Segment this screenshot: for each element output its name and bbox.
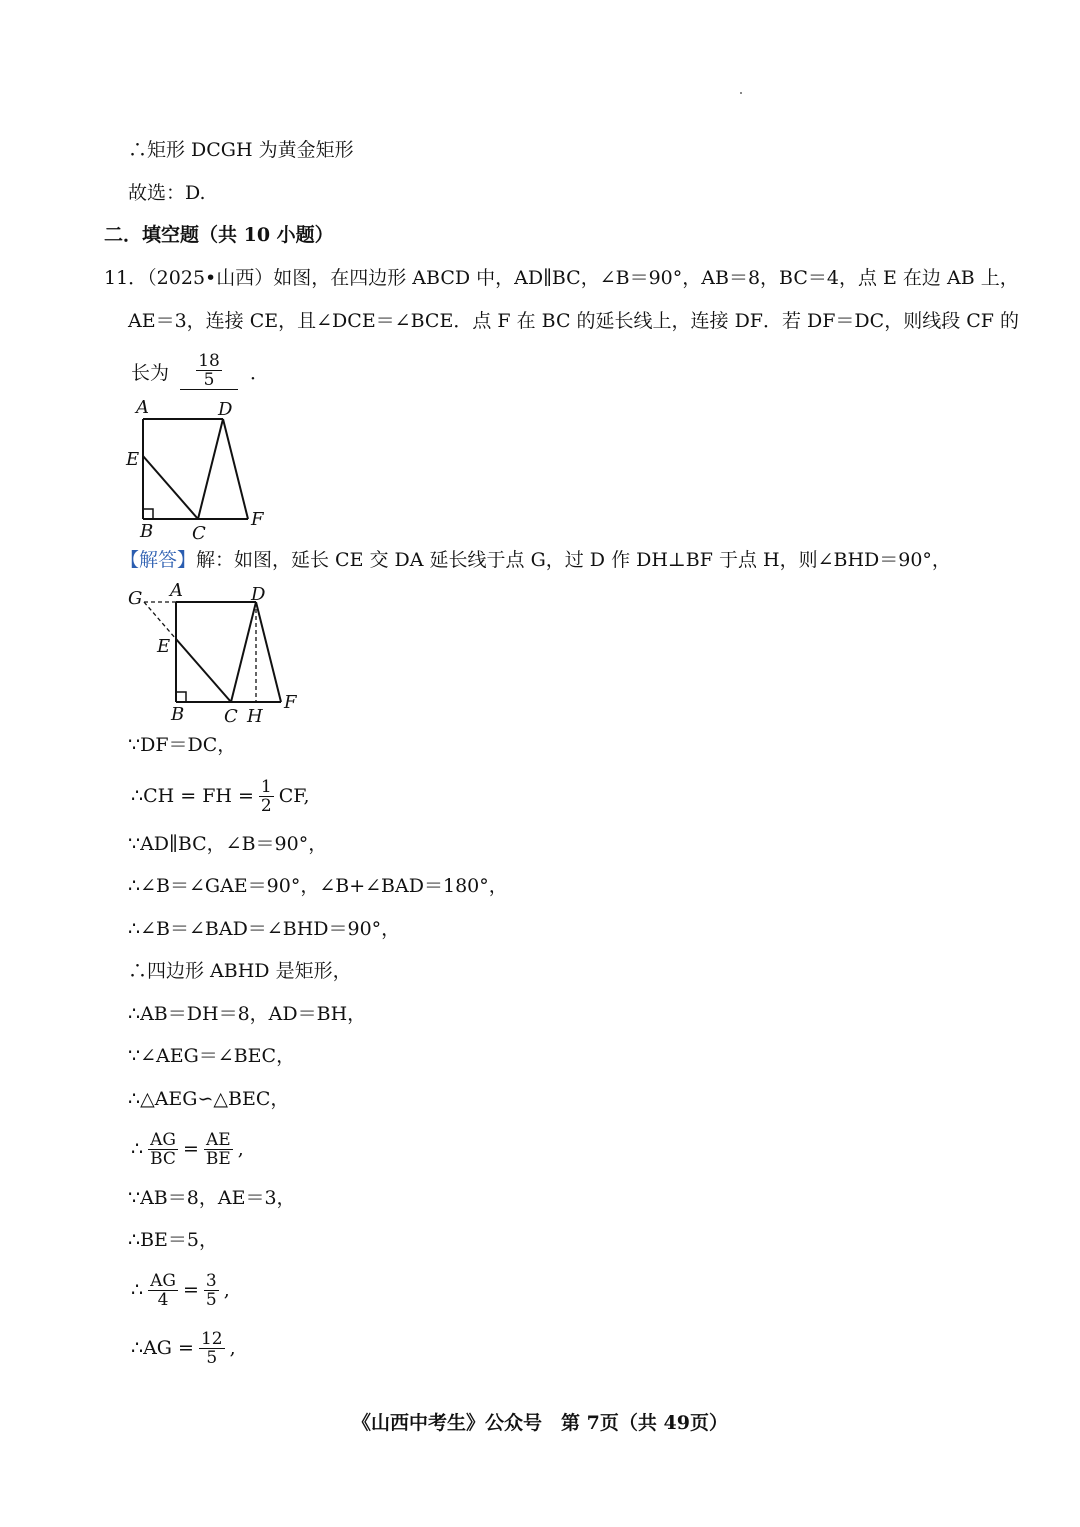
label-C: C	[224, 706, 238, 727]
fraction-denominator: 2	[260, 795, 272, 816]
step-6: ∴四边形 ABHD 是矩形，	[128, 960, 352, 982]
figure-2-shape	[176, 602, 281, 702]
equals-sign: =	[182, 1138, 199, 1160]
fraction-twelve-five	[199, 1330, 225, 1367]
text-line-golden-rectangle: ∴矩形 DCGH 为黄金矩形	[128, 139, 354, 161]
answer-blank	[180, 352, 238, 390]
label-D: D	[218, 399, 233, 420]
fraction-denominator: BC	[150, 1148, 176, 1169]
label-A: A	[170, 580, 183, 601]
section-heading: 二．填空题（共 10 小题）	[104, 224, 334, 246]
fraction-denominator: BE	[205, 1148, 231, 1169]
label-G: G	[128, 588, 143, 609]
label-D: D	[251, 584, 266, 605]
label-B: B	[140, 521, 154, 542]
question-line-2: AE＝3，连接 CE，且∠DCE＝∠BCE．点 F 在 BC 的延长线上，连接 DF．若 DF＝DC，则线段 CF 的	[128, 310, 1020, 332]
page-footer: 《山西中考生》公众号 第 7页（共 49页）	[352, 1412, 728, 1434]
question-line-1: 11．（2025•山西）如图，在四边形 ABCD 中，AD∥BC，∠B＝90°，AB＝8，BC＝4，点 E 在边 AB 上，	[104, 267, 1019, 289]
fraction-numerator: 1	[260, 776, 272, 797]
figure-1-quadrilateral	[120, 395, 280, 545]
step-13-prefix: ∴	[131, 1279, 144, 1301]
step-2-prefix: ∴CH = FH =	[131, 785, 254, 807]
step-10-prefix: ∴	[131, 1138, 144, 1160]
fraction-numerator: 18	[198, 351, 220, 371]
step-11: ∵AB＝8，AE＝3，	[128, 1187, 296, 1209]
label-F: F	[284, 692, 297, 713]
answer-fraction	[196, 352, 222, 389]
step-14-prefix: ∴AG =	[131, 1337, 194, 1359]
step-7: ∴AB＝DH＝8，AD＝BH，	[128, 1003, 367, 1025]
fraction-numerator: AG	[150, 1270, 176, 1291]
fraction-denominator: 4	[157, 1289, 169, 1310]
fraction-denominator: 5	[206, 1347, 218, 1368]
step-12: ∴BE＝5，	[128, 1229, 219, 1251]
fraction-denominator: 5	[203, 370, 215, 390]
label-E: E	[126, 449, 140, 470]
label-E: E	[157, 636, 171, 657]
stray-dot	[740, 92, 742, 94]
answer-text: 解：如图，延长 CE 交 DA 延长线于点 G，过 D 作 DH⊥BF 于点 H，则∠BHD＝90°，	[196, 549, 951, 571]
fraction-numerator: AE	[204, 1131, 233, 1150]
step-10	[128, 1131, 247, 1167]
figure-1-shape	[143, 419, 248, 519]
step-10-suffix: ,	[237, 1138, 244, 1160]
step-1: ∵DF＝DC，	[128, 734, 237, 756]
fraction-ag-4	[148, 1272, 178, 1309]
label-C: C	[192, 523, 206, 544]
step-9: ∴△AEG∽△BEC，	[128, 1088, 290, 1110]
step-14	[128, 1330, 239, 1366]
answer-tag: 【解答】	[120, 549, 197, 571]
fraction-ag-bc	[148, 1131, 178, 1168]
step-2	[128, 778, 313, 814]
step-2-suffix: CF,	[278, 785, 310, 807]
figure-2-construction	[120, 580, 310, 730]
label-B: B	[171, 704, 185, 725]
step-4: ∴∠B＝∠GAE＝90°，∠B+∠BAD＝180°，	[128, 875, 508, 897]
text-line-choice: 故选：D.	[128, 182, 206, 204]
question-line-3	[128, 353, 272, 389]
fraction-denominator: 5	[205, 1289, 217, 1310]
label-F: F	[251, 509, 264, 530]
equals-sign: =	[182, 1279, 199, 1301]
label-H: H	[247, 706, 263, 727]
answer-suffix: ．	[250, 361, 270, 384]
fraction-numerator: 12	[200, 1328, 223, 1349]
fraction-ae-be	[204, 1131, 233, 1168]
fraction-half	[259, 778, 274, 815]
step-8: ∵∠AEG＝∠BEC，	[128, 1045, 296, 1067]
step-5: ∴∠B＝∠BAD＝∠BHD＝90°，	[128, 918, 401, 940]
solution-intro	[120, 547, 951, 573]
fraction-three-five	[204, 1272, 219, 1309]
step-13-suffix: ,	[223, 1279, 230, 1301]
step-3: ∵AD∥BC，∠B＝90°，	[128, 833, 328, 855]
step-13	[128, 1272, 233, 1308]
step-14-suffix: ,	[229, 1337, 236, 1359]
answer-prefix: 长为	[131, 361, 170, 384]
fraction-numerator: AG	[150, 1129, 176, 1150]
label-A: A	[136, 397, 149, 418]
fraction-numerator: 3	[205, 1270, 217, 1291]
